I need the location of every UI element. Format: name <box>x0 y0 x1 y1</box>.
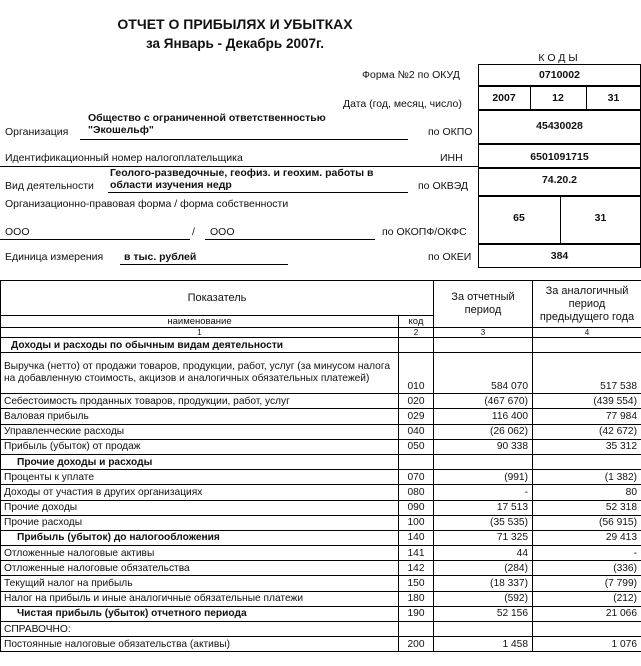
cell-name: Валовая прибыль <box>1 409 399 424</box>
cell-code: 180 <box>399 591 434 606</box>
col-current-header: За отчетный период <box>434 281 533 328</box>
okopf-label: по ОКОПФ/ОКФС <box>382 226 467 238</box>
okei-label: по ОКЕИ <box>428 251 472 263</box>
cell-prev: 29 413 <box>533 530 641 545</box>
cell-name: Чистая прибыль (убыток) отчетного периода <box>1 606 399 621</box>
cell-name: Управленческие расходы <box>1 424 399 439</box>
cell-prev <box>533 454 641 469</box>
cell-prev: - <box>533 546 641 561</box>
table-row <box>1 485 641 500</box>
report-title: ОТЧЕТ О ПРИБЫЛЯХ И УБЫТКАХ <box>117 16 353 32</box>
okopf-value: 65 <box>513 212 525 224</box>
form-slash: / <box>192 226 195 238</box>
cell-name: Прибыль (убыток) от продаж <box>1 439 399 454</box>
activity-label: Вид деятельности <box>5 180 94 192</box>
cell-cur: 44 <box>434 546 533 561</box>
col-number-1: 1 <box>1 328 399 338</box>
table-row <box>1 546 641 561</box>
col-previous-header: За аналогичный период предыдущего года <box>533 281 641 328</box>
cell-code: 050 <box>399 439 434 454</box>
cell-name: Отложенные налоговые обязательства <box>1 561 399 576</box>
cell-prev: (336) <box>533 561 641 576</box>
table-row <box>1 530 641 545</box>
cell-cur: (18 337) <box>434 576 533 591</box>
cell-code: 010 <box>399 353 434 394</box>
cell-code: 190 <box>399 606 434 621</box>
okfs-value: 31 <box>594 212 607 224</box>
cell-prev: 77 984 <box>533 409 641 424</box>
cell-name: Себестоимость проданных товаров, продукции, работ, услуг <box>1 394 399 409</box>
table-row <box>1 500 641 515</box>
cell-code <box>399 338 434 353</box>
cell-code: 090 <box>399 500 434 515</box>
cell-cur <box>434 454 533 469</box>
cell-name: Прочие доходы <box>1 500 399 515</box>
table-row <box>1 606 641 621</box>
cell-name: Доходы от участия в других организациях <box>1 485 399 500</box>
col-number-3: 3 <box>434 328 533 338</box>
cell-cur: 71 325 <box>434 530 533 545</box>
cell-name: Доходы и расходы по обычным видам деятельности <box>1 338 399 353</box>
report-period: за Январь - Декабрь 2007г. <box>145 36 325 51</box>
table-row <box>1 409 641 424</box>
org-name-line1: Общество с ограниченной ответственностью <box>88 112 326 124</box>
unit-value: в тыс. рублей <box>124 251 197 263</box>
okei-value: 384 <box>550 250 569 262</box>
cell-name: Постоянные налоговые обязательства (активы) <box>1 637 399 652</box>
cell-code: 141 <box>399 546 434 561</box>
cell-cur: 116 400 <box>434 409 533 424</box>
cell-code: 200 <box>399 637 434 652</box>
cell-code: 080 <box>399 485 434 500</box>
cell-code <box>399 622 434 637</box>
cell-prev: 517 538 <box>533 353 641 394</box>
cell-cur: (467 670) <box>434 394 533 409</box>
cell-code <box>399 454 434 469</box>
cell-name: Прибыль (убыток) до налогообложения <box>1 530 399 545</box>
cell-prev: (7 799) <box>533 576 641 591</box>
inn-value: 6501091715 <box>530 151 589 163</box>
form-right-value: ООО <box>210 226 235 238</box>
cell-code: 142 <box>399 561 434 576</box>
cell-cur: - <box>434 485 533 500</box>
cell-prev: 35 312 <box>533 439 641 454</box>
cell-cur: (26 062) <box>434 424 533 439</box>
okved-label: по ОКВЭД <box>418 180 469 192</box>
table-row <box>1 470 641 485</box>
okpo-label: по ОКПО <box>428 126 473 138</box>
cell-cur: 17 513 <box>434 500 533 515</box>
inn-row-label: Идентификационный номер налогоплательщика <box>5 152 243 164</box>
cell-prev <box>533 338 641 353</box>
date-label: Дата (год, месяц, число) <box>343 98 462 110</box>
cell-prev <box>533 622 641 637</box>
table-row <box>1 439 641 454</box>
activity-line2: области изучения недр <box>110 179 232 191</box>
cell-code: 029 <box>399 409 434 424</box>
form-left-value: ООО <box>5 226 30 238</box>
inn-label: ИНН <box>440 152 463 164</box>
org-name-line2: "Экошельф" <box>88 124 154 136</box>
cell-cur <box>434 338 533 353</box>
cell-prev: (1 382) <box>533 470 641 485</box>
cell-prev: (439 554) <box>533 394 641 409</box>
cell-code: 150 <box>399 576 434 591</box>
okud-value: 0710002 <box>539 69 580 81</box>
cell-name: Налог на прибыль и иные аналогичные обязательные платежи <box>1 591 399 606</box>
table-row <box>1 591 641 606</box>
okpo-value: 45430028 <box>536 120 583 132</box>
income-statement-table <box>0 280 641 652</box>
cell-prev: (56 915) <box>533 515 641 530</box>
table-row <box>1 637 641 652</box>
table-row <box>1 515 641 530</box>
date-year: 2007 <box>492 92 516 104</box>
cell-code: 040 <box>399 424 434 439</box>
table-row <box>1 338 641 353</box>
cell-cur: 90 338 <box>434 439 533 454</box>
table-row <box>1 576 641 591</box>
cell-name: Проценты к уплате <box>1 470 399 485</box>
codes-header: КОДЫ <box>538 52 581 64</box>
form-label: Организационно-правовая форма / форма собственности <box>5 198 289 210</box>
cell-name: СПРАВОЧНО: <box>1 622 399 637</box>
table-row <box>1 394 641 409</box>
cell-code: 140 <box>399 530 434 545</box>
subheader-name: наименование <box>1 316 399 328</box>
cell-name: Прочие доходы и расходы <box>1 454 399 469</box>
cell-code: 070 <box>399 470 434 485</box>
unit-label: Единица измерения <box>5 251 104 263</box>
cell-prev: (42 672) <box>533 424 641 439</box>
okved-value: 74.20.2 <box>541 174 578 186</box>
okud-label: Форма №2 по ОКУД <box>362 69 460 81</box>
cell-name: Выручка (нетто) от продажи товаров, продукции, работ, услуг (за минусом налога на добавленную стоимость, акцизов и аналогичных обязательных платежей) <box>1 353 399 394</box>
cell-code: 020 <box>399 394 434 409</box>
date-day: 31 <box>607 92 620 104</box>
cell-prev: (212) <box>533 591 641 606</box>
cell-name: Прочие расходы <box>1 515 399 530</box>
cell-cur: (991) <box>434 470 533 485</box>
subheader-code: код <box>399 316 434 328</box>
cell-cur: 1 458 <box>434 637 533 652</box>
cell-prev: 80 <box>533 485 641 500</box>
table-row <box>1 424 641 439</box>
cell-cur: (35 535) <box>434 515 533 530</box>
org-label: Организация <box>5 126 69 138</box>
cell-cur: (284) <box>434 561 533 576</box>
table-row <box>1 353 641 394</box>
cell-name: Отложенные налоговые активы <box>1 546 399 561</box>
cell-cur: 584 070 <box>434 353 533 394</box>
activity-line1: Геолого-разведочные, геофиз. и геохим. работы в <box>110 167 374 179</box>
cell-name: Текущий налог на прибыль <box>1 576 399 591</box>
table-row <box>1 561 641 576</box>
table-row <box>1 454 641 469</box>
cell-code: 100 <box>399 515 434 530</box>
cell-prev: 52 318 <box>533 500 641 515</box>
col-indicator-header: Показатель <box>1 281 434 316</box>
col-number-4: 4 <box>533 328 641 338</box>
cell-cur: 52 156 <box>434 606 533 621</box>
cell-cur <box>434 622 533 637</box>
cell-prev: 1 076 <box>533 637 641 652</box>
cell-prev: 21 066 <box>533 606 641 621</box>
cell-cur: (592) <box>434 591 533 606</box>
table-row <box>1 622 641 637</box>
col-number-2: 2 <box>399 328 434 338</box>
date-month: 12 <box>552 92 564 104</box>
